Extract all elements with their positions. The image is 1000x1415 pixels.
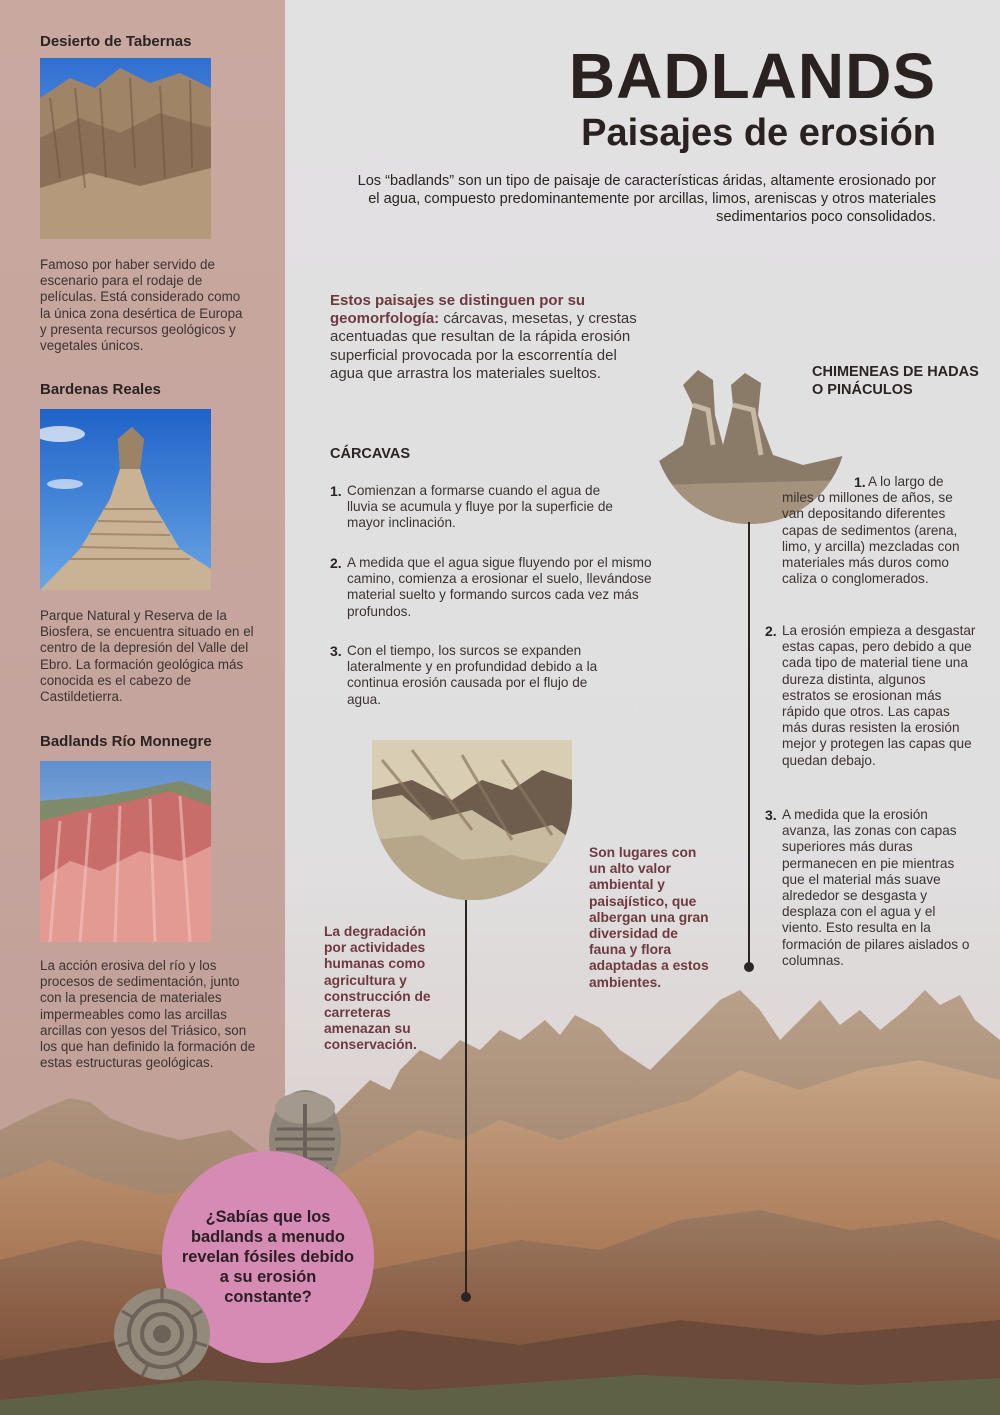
page-subtitle: Paisajes de erosión [581, 112, 936, 154]
intro-paragraph: Los “badlands” son un tipo de paisaje de características áridas, altamente erosionado por el agua, compuesto predominantemente por arcillas, limos, areniscas y otros materiales sedimentarios poco consolidados. [357, 173, 936, 225]
carcavas-step-1 [330, 483, 617, 532]
chimeneas-step-3 [765, 807, 977, 969]
gully-illustration [372, 740, 572, 900]
step-text: La erosión empieza a desgastar estas capas, pero debido a que cada tipo de material tiene una dureza distinta, algunos estratos se erosionan más rápido que otros. Las capas más duras resisten la erosión mejor y protegen las capas que quedan debajo. [782, 623, 976, 768]
step-text: Con el tiempo, los surcos se expanden lateralmente y en profundidad debido a la continua erosión causada por el flujo de agua. [347, 643, 598, 707]
geomorfologia-paragraph [330, 292, 650, 383]
place-text-tabernas: Famoso por haber servido de escenario para el rodaje de películas. Está considerado como la única zona desértica de Europa y presenta recursos geológicos y vegetales únicos. [40, 257, 243, 354]
connector-dot-left [461, 1292, 471, 1302]
photo-monnegre [40, 761, 211, 942]
place-title-tabernas: Desierto de Tabernas [40, 33, 192, 50]
valor-note: Son lugares con un alto valor ambiental y paisajístico, que albergan una gran diversidad de fauna y flora adaptadas a estos ambientes. [589, 845, 709, 990]
photo-tabernas [40, 58, 211, 239]
step-number: 2. [330, 555, 342, 571]
ammonite-fossil-icon [112, 1286, 212, 1382]
photo-bardenas [40, 409, 211, 590]
place-text-monnegre: La acción erosiva del río y los procesos de sedimentación, junto con la presencia de materiales impermeables como las arcillas arcillas con yesos del Triásico, son los que han definido la formación de estas estructuras geológicas. [40, 958, 256, 1071]
fact-text: ¿Sabías que los badlands a menudo revelan fósiles debido a su erosión constante? [181, 1208, 355, 1306]
step-text: A medida que el agua sigue fluyendo por el mismo camino, comienza a erosionar el suelo, llevándose material suelto y formando surcos cada vez más profundos. [347, 555, 652, 619]
step-number: 2. [765, 623, 777, 639]
step-number: 3. [765, 807, 777, 823]
connector-dot-right [744, 962, 754, 972]
step-text: Comienzan a formarse cuando el agua de lluvia se acumula y fluye por la superficie de mayor inclinación. [347, 483, 613, 531]
connector-line-right [748, 522, 750, 966]
chimeneas-step-2 [765, 623, 977, 769]
place-title-monnegre: Badlands Río Monnegre [40, 733, 212, 750]
geomorfologia-lead: Estos paisajes se distinguen por su geomorfología: [330, 292, 586, 328]
step-number: 1. [330, 483, 342, 499]
chimeneas-step-1 [782, 474, 977, 587]
place-title-bardenas: Bardenas Reales [40, 381, 161, 398]
page-title: BADLANDS [568, 40, 936, 112]
step-text: A medida que la erosión avanza, las zonas con capas superiores más duras permanecen en pie mientras que el material más suave alrededor se desgasta y desplaza con el agua y el viento. Esto resulta en la formación de pilares aislados o columnas. [782, 807, 970, 968]
chimeneas-heading: CHIMENEAS DE HADAS O PINÁCULOS [812, 364, 979, 398]
carcavas-heading: CÁRCAVAS [330, 446, 411, 462]
place-text-bardenas: Parque Natural y Reserva de la Biosfera, se encuentra situado en el centro de la depresión del Valle del Ebro. La formación geológica más conocida es el cabezo de Castildetierra. [40, 608, 254, 705]
carcavas-step-2 [330, 555, 657, 620]
step-text: A lo largo de miles o millones de años, se van depositando diferentes capas de sedimentos (arena, limo, y arcilla) mezcladas con materiales más duros como caliza o conglomerados. [782, 474, 960, 587]
connector-line-left [465, 900, 467, 1295]
carcavas-step-3 [330, 643, 607, 708]
step-number: 3. [330, 643, 342, 659]
step-number: 1. [854, 474, 866, 490]
geomorfologia-rest: cárcavas, mesetas, y crestas acentuadas que resultan de la rápida erosión superficial provocada por la escorrentía del agua que arrastra los materiales sueltos. [330, 310, 637, 382]
degradacion-note: La degradación por actividades humanas como agricultura y construcción de carreteras amenazan su conservación. [324, 924, 431, 1053]
